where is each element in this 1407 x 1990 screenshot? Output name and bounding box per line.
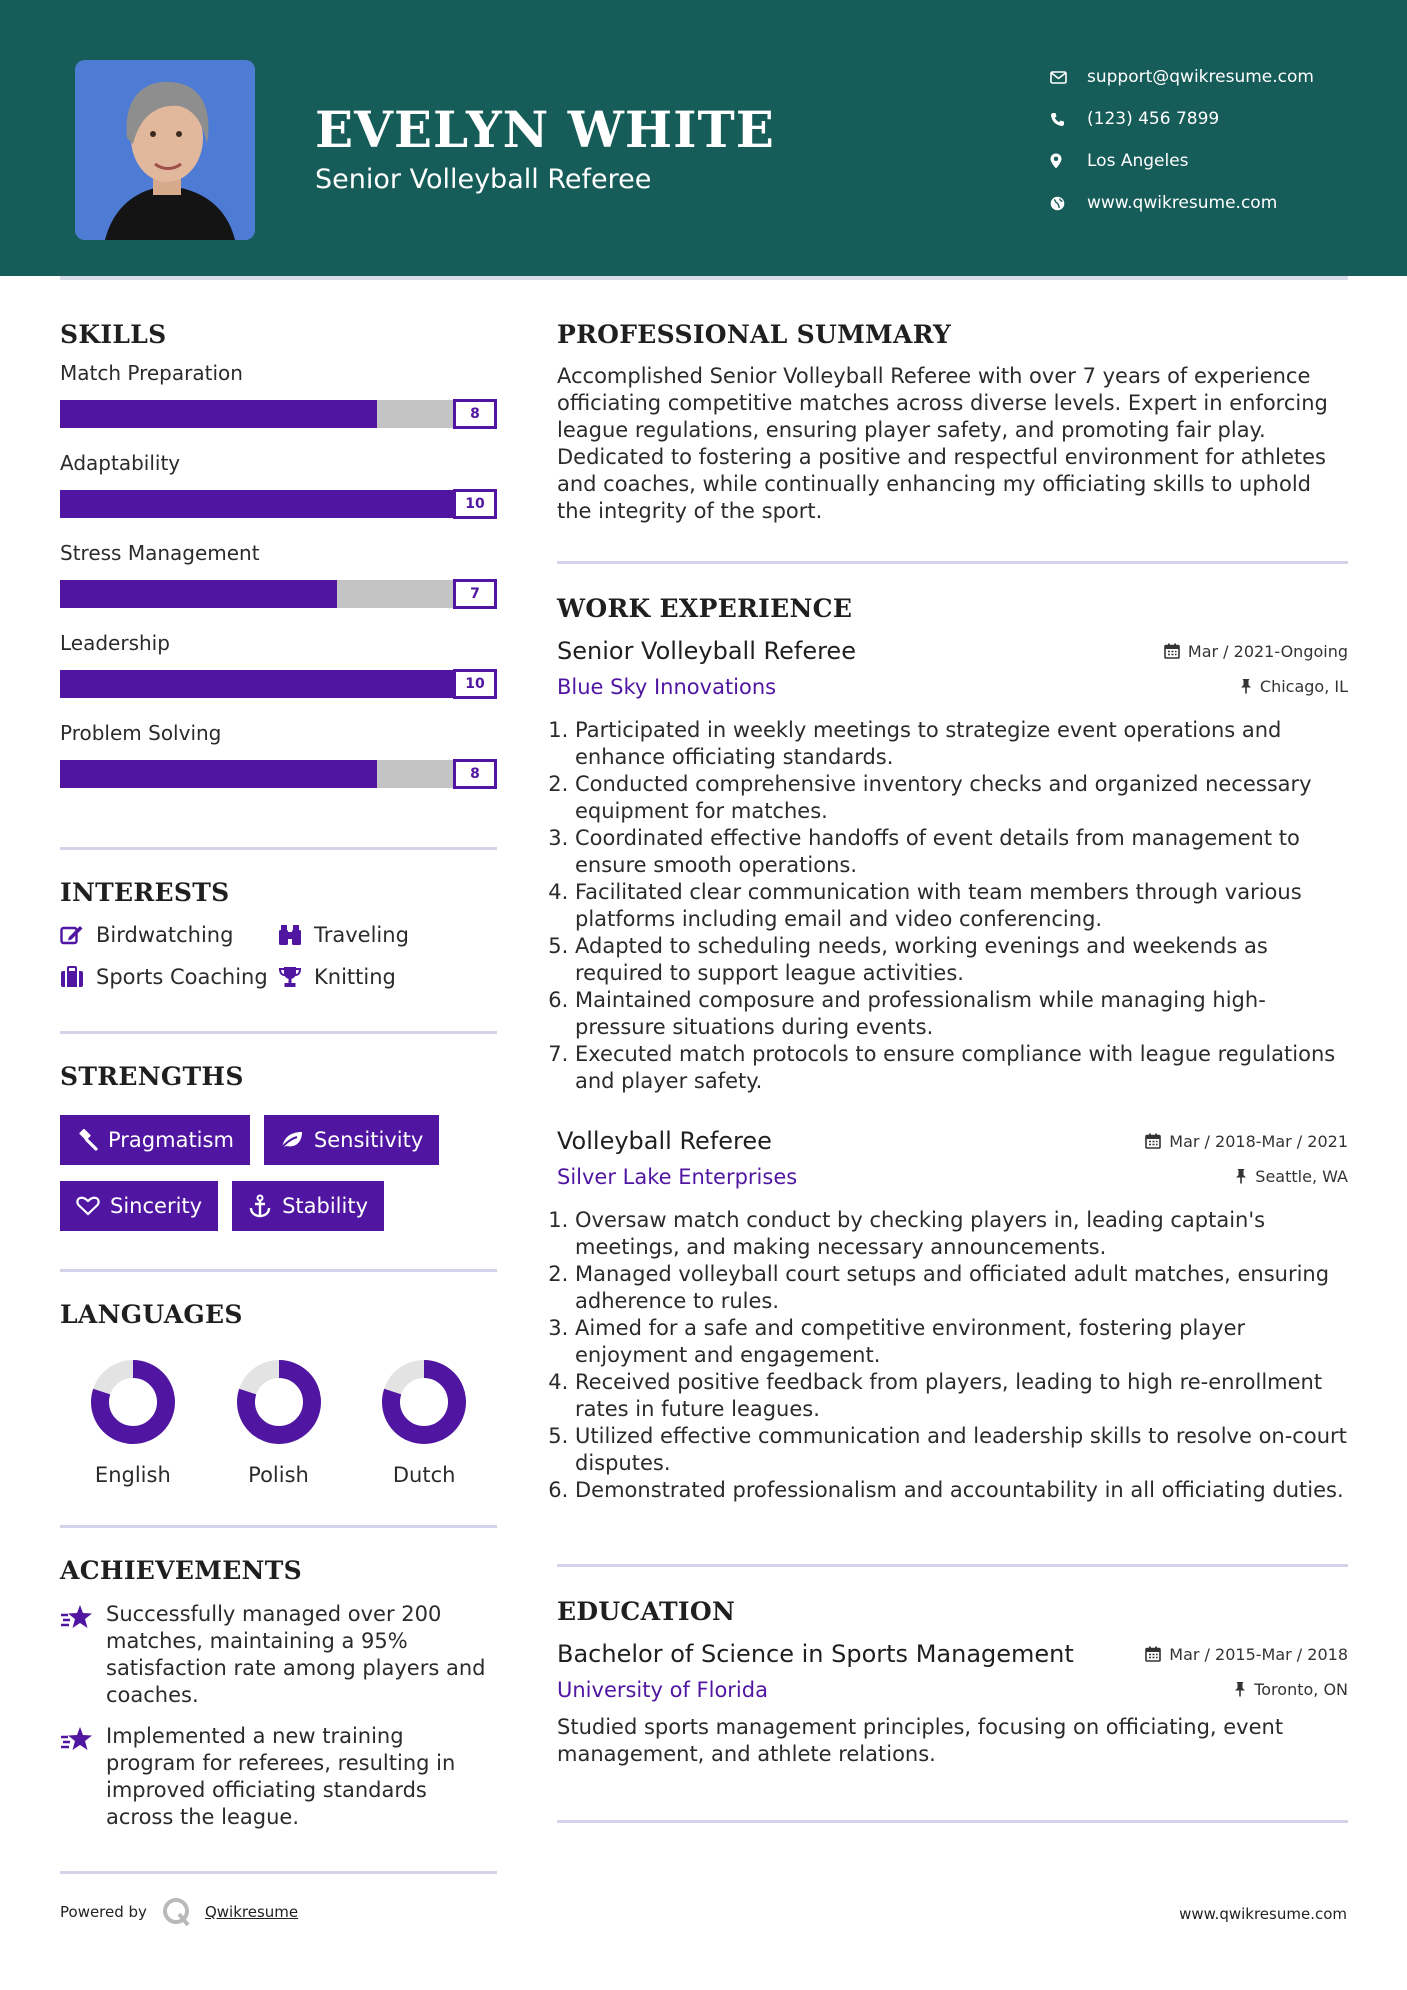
contact-location-text: Los Angeles (1087, 151, 1189, 171)
summary-text: Accomplished Senior Volleyball Referee with over 7 years of experience officiating competitive matches across diverse levels. Expert in enforcing league regulations, ensuring player safety, and promoting fair play. Dedicated to fostering a positive and respectful environment for athletes and coaches, while continually enhancing my officiating skills to uphold the integrity of the sport. (557, 364, 1328, 523)
summary-section (557, 320, 1348, 525)
skill-bar (60, 759, 497, 789)
job-point: 1. Participated in weekly meetings to strategize event operations and enhance officiating standards. (575, 717, 1348, 771)
leaf-icon (280, 1130, 304, 1150)
binoculars-icon (278, 924, 302, 946)
education-section (557, 1597, 1348, 1768)
skill-name: Problem Solving (60, 721, 222, 745)
job-dates: Mar / 2021-Ongoing (1164, 642, 1348, 661)
company-name: Silver Lake Enterprises (557, 1165, 798, 1189)
experience-section (557, 594, 1348, 1504)
strengths-section (60, 1062, 497, 1231)
interests-section (60, 878, 497, 989)
contact-location (1050, 140, 1314, 182)
achievement-item (60, 1601, 497, 1709)
languages-section (60, 1300, 497, 1487)
interest-item (60, 923, 278, 947)
skill-item (60, 541, 497, 609)
right-column (557, 320, 1348, 1823)
section-divider (60, 1871, 497, 1874)
job-location: Seattle, WA (1235, 1167, 1348, 1186)
skill-item (60, 451, 497, 519)
language-level-donut (90, 1359, 176, 1445)
job-point: 6. Demonstrated professionalism and accountability in all officiating duties. (575, 1477, 1348, 1504)
profile-photo (75, 60, 255, 240)
language-item (60, 1359, 206, 1487)
header-divider (60, 276, 1348, 280)
star-icon (60, 1726, 94, 1754)
location-pin-icon (1050, 153, 1087, 169)
trophy-icon (278, 966, 302, 988)
contact-email-text: support@qwikresume.com (1087, 67, 1314, 87)
skill-bar-fill (60, 580, 337, 608)
skills-title: SKILLS (60, 320, 167, 349)
section-divider (557, 1820, 1348, 1823)
interest-item (278, 923, 478, 947)
skill-level-badge: 10 (453, 669, 497, 699)
skill-item (60, 721, 497, 789)
skill-name: Stress Management (60, 541, 260, 565)
skill-level-badge: 10 (453, 489, 497, 519)
calendar-icon (1145, 1133, 1161, 1149)
contact-email[interactable] (1050, 56, 1314, 98)
interest-label: Birdwatching (96, 923, 234, 947)
interest-label: Traveling (314, 923, 409, 947)
achievements-title: ACHIEVEMENTS (60, 1556, 302, 1585)
heart-icon (76, 1196, 100, 1216)
edit-icon (60, 924, 84, 946)
school-name: University of Florida (557, 1678, 768, 1702)
achievements-section (60, 1556, 497, 1831)
qwikresume-logo-icon (161, 1896, 193, 1928)
language-name: Dutch (392, 1463, 456, 1487)
resume-header (0, 0, 1407, 276)
skills-section (60, 320, 497, 789)
achievement-text: Implemented a new training program for referees, resulting in improved officiating standards across the league. (106, 1724, 456, 1829)
contact-list (1050, 56, 1314, 224)
skill-level-badge: 8 (453, 399, 497, 429)
calendar-icon (1164, 643, 1180, 659)
job-points (557, 1207, 1348, 1504)
language-name: English (94, 1463, 171, 1487)
strength-chip (60, 1115, 250, 1165)
achievement-text: Successfully managed over 200 matches, maintaining a 95% satisfaction rate among players and coaches. (106, 1602, 486, 1707)
skill-item (60, 361, 497, 429)
candidate-role: Senior Volleyball Referee (315, 164, 652, 195)
strength-label: Stability (282, 1194, 369, 1218)
job-point: 5. Adapted to scheduling needs, working evenings and weekends as required to support league activities. (575, 933, 1348, 987)
briefcase-icon (60, 966, 84, 988)
job-point: 1. Oversaw match conduct by checking players in, leading captain's meetings, and making necessary announcements. (575, 1207, 1348, 1261)
skill-bar (60, 399, 497, 429)
interest-item (60, 965, 278, 989)
education-text: Studied sports management principles, focusing on officiating, event management, and athlete relations. (557, 1715, 1284, 1766)
skill-level-badge: 8 (453, 759, 497, 789)
interest-item (278, 965, 478, 989)
job-point: 2. Managed volleyball court setups and officiated adult matches, ensuring adherence to rules. (575, 1261, 1348, 1315)
section-divider (60, 1525, 497, 1528)
job-point: 3. Aimed for a safe and competitive environment, fostering player enjoyment and engagement. (575, 1315, 1348, 1369)
strength-label: Pragmatism (108, 1128, 234, 1152)
skill-level-badge: 7 (453, 579, 497, 609)
calendar-icon (1145, 1646, 1161, 1662)
skill-bar-fill (60, 760, 377, 788)
languages-title: LANGUAGES (60, 1300, 243, 1329)
strength-label: Sensitivity (313, 1128, 424, 1152)
language-level-donut (381, 1359, 467, 1445)
language-name: Polish (248, 1463, 309, 1487)
section-divider (60, 1031, 497, 1034)
skill-bar (60, 669, 497, 699)
contact-website-text: www.qwikresume.com (1087, 193, 1278, 213)
job-title: Volleyball Referee (557, 1127, 772, 1155)
interest-label: Knitting (314, 965, 396, 989)
language-item (206, 1359, 352, 1487)
strength-label: Sincerity (110, 1194, 203, 1218)
mail-icon (1050, 71, 1087, 84)
strength-chip (60, 1181, 218, 1231)
education-dates: Mar / 2015-Mar / 2018 (1145, 1645, 1348, 1664)
section-divider (60, 847, 497, 850)
candidate-name: EVELYN WHITE (315, 100, 775, 159)
education-location: Toronto, ON (1234, 1680, 1348, 1699)
left-column (60, 320, 497, 1874)
job-point: 6. Maintained composure and professionalism while managing high-pressure situations during events. (575, 987, 1348, 1041)
globe-icon (1050, 196, 1087, 211)
skill-bar-fill (60, 670, 456, 698)
company-name: Blue Sky Innovations (557, 675, 777, 699)
achievement-item (60, 1723, 497, 1831)
job-dates: Mar / 2018-Mar / 2021 (1145, 1132, 1348, 1151)
job-point: 4. Received positive feedback from players, leading to high re-enrollment rates in future leagues. (575, 1369, 1348, 1423)
skill-name: Match Preparation (60, 361, 243, 385)
phone-icon (1050, 112, 1087, 127)
skill-bar-fill (60, 400, 377, 428)
brand-link[interactable]: Qwikresume (204, 1903, 299, 1921)
interest-label: Sports Coaching (96, 965, 268, 989)
job-point: 4. Facilitated clear communication with team members through various platforms including email and video conferencing. (575, 879, 1348, 933)
strength-chip (232, 1181, 384, 1231)
education-title: EDUCATION (557, 1597, 736, 1626)
job-entry (557, 1127, 1348, 1504)
footer-url[interactable]: www.qwikresume.com (1179, 1905, 1347, 1923)
pushpin-icon (1235, 1168, 1247, 1184)
strength-chip (264, 1115, 439, 1165)
degree-title: Bachelor of Science in Sports Management (557, 1640, 1074, 1668)
job-point: 5. Utilized effective communication and leadership skills to resolve on-court disputes. (575, 1423, 1348, 1477)
strengths-title: STRENGTHS (60, 1062, 244, 1091)
languages-list (60, 1359, 497, 1487)
anchor-icon (248, 1194, 272, 1218)
job-entry (557, 637, 1348, 1095)
section-divider (557, 1564, 1348, 1567)
language-item (351, 1359, 497, 1487)
job-points (557, 717, 1348, 1095)
pushpin-icon (1234, 1681, 1246, 1697)
job-location: Chicago, IL (1240, 677, 1348, 696)
interests-list (60, 923, 497, 989)
section-divider (557, 561, 1348, 564)
skill-bar (60, 579, 497, 609)
gavel-icon (76, 1129, 98, 1151)
experience-title: WORK EXPERIENCE (557, 594, 853, 623)
powered-by-label: Powered by (60, 1903, 147, 1921)
summary-title: PROFESSIONAL SUMMARY (557, 320, 952, 349)
skill-name: Leadership (60, 631, 170, 655)
contact-phone-text: (123) 456 7899 (1087, 109, 1220, 129)
skill-name: Adaptability (60, 451, 181, 475)
contact-website[interactable] (1050, 182, 1314, 224)
footer-powered-by (60, 1896, 298, 1928)
skill-bar-fill (60, 490, 456, 518)
job-point: 7. Executed match protocols to ensure compliance with league regulations and player safety. (575, 1041, 1348, 1095)
star-icon (60, 1604, 94, 1632)
contact-phone[interactable] (1050, 98, 1314, 140)
job-title: Senior Volleyball Referee (557, 637, 856, 665)
strengths-list (60, 1115, 497, 1231)
language-level-donut (236, 1359, 322, 1445)
skill-bar (60, 489, 497, 519)
job-point: 2. Conducted comprehensive inventory checks and organized necessary equipment for matches. (575, 771, 1348, 825)
skills-list (60, 361, 497, 789)
pushpin-icon (1240, 678, 1252, 694)
section-divider (60, 1269, 497, 1272)
skill-item (60, 631, 497, 699)
interests-title: INTERESTS (60, 878, 230, 907)
job-point: 3. Coordinated effective handoffs of event details from management to ensure smooth operations. (575, 825, 1348, 879)
